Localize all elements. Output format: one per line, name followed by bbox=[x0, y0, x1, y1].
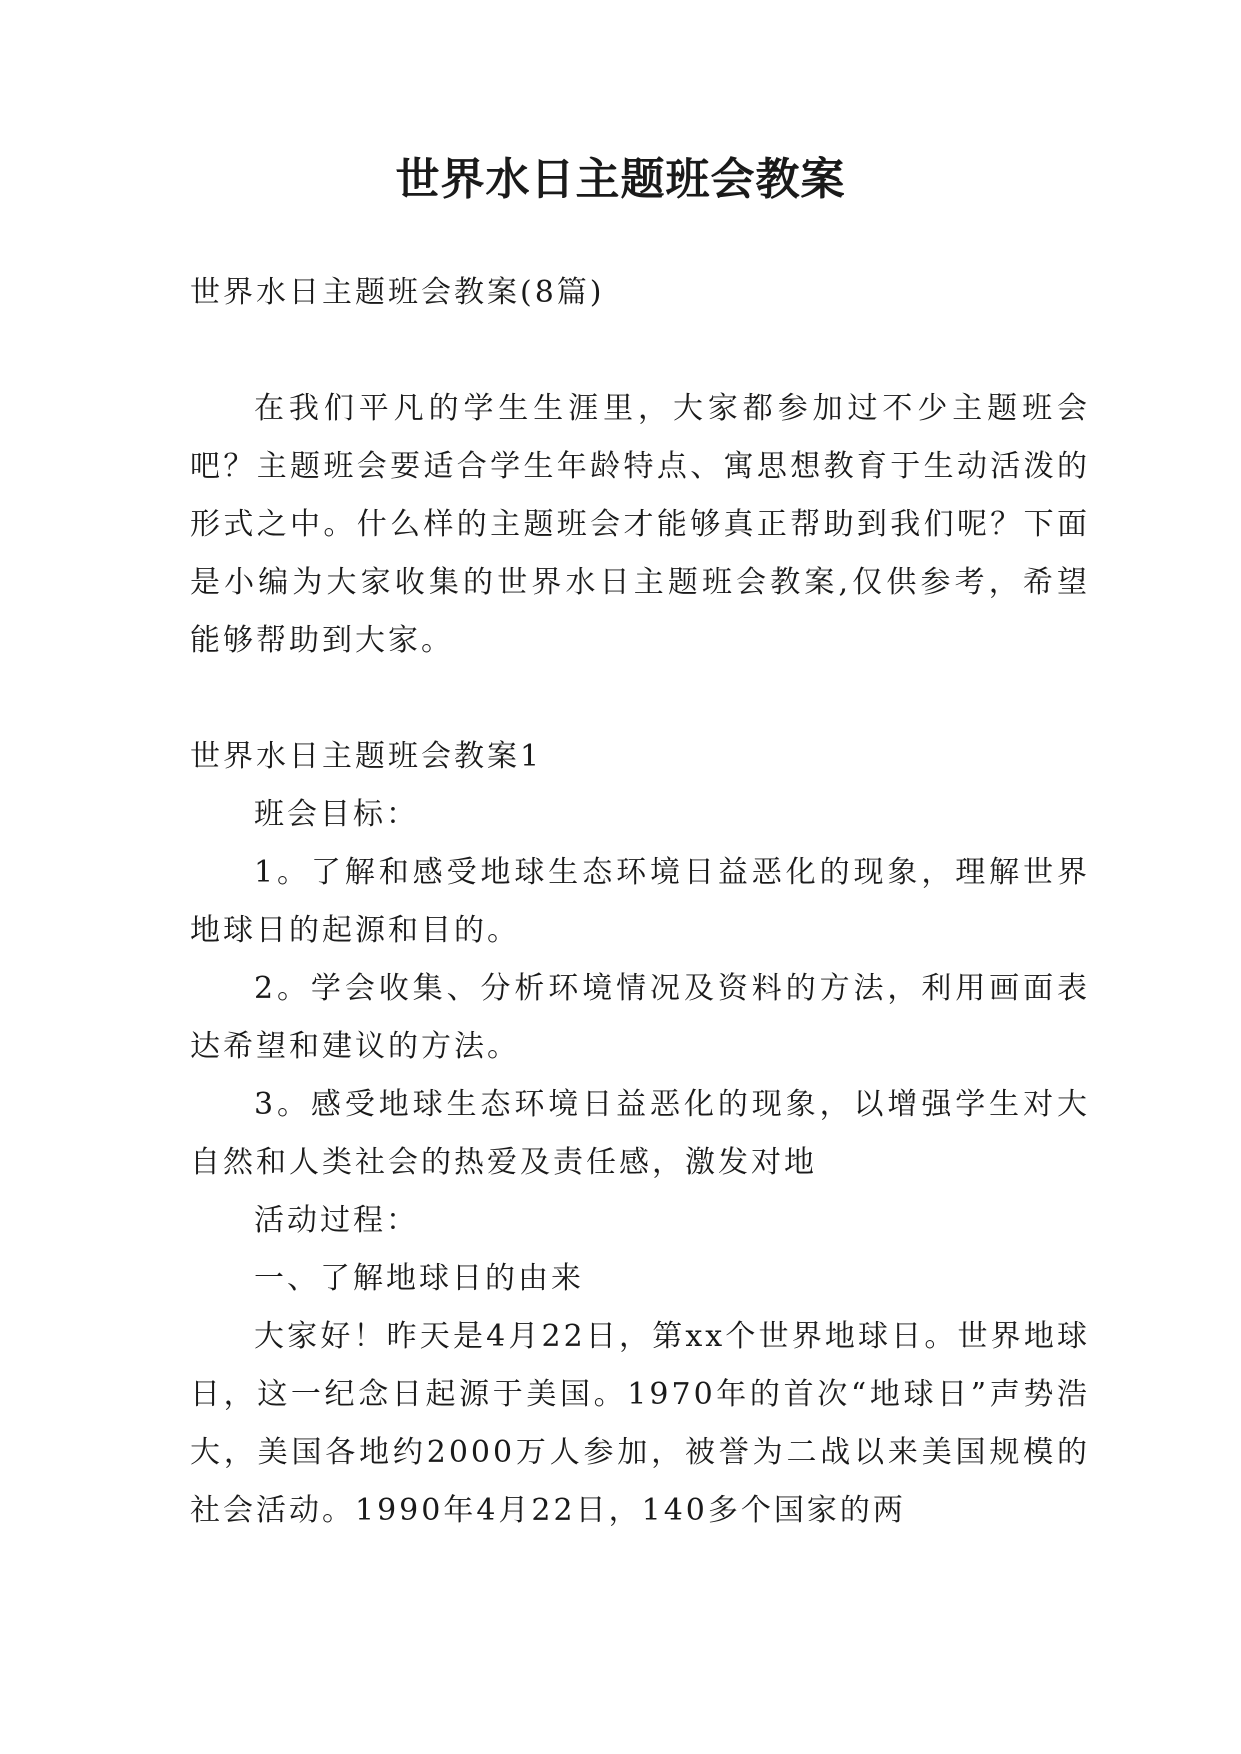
document-subtitle: 世界水日主题班会教案(8篇) bbox=[190, 275, 605, 310]
goal-item-3: 3。感受地球生态环境日益恶化的现象，以增强学生对大自然和人类社会的热爱及责任感，激发对地 bbox=[190, 1087, 1090, 1180]
goal-item-1: 1。了解和感受地球生态环境日益恶化的现象，理解世界地球日的起源和目的。 bbox=[190, 855, 1090, 948]
process-label: 活动过程： bbox=[254, 1203, 419, 1238]
intro-paragraph: 在我们平凡的学生生涯里，大家都参加过不少主题班会吧？主题班会要适合学生年龄特点、寓思想教育于生动活泼的形式之中。什么样的主题班会才能够真正帮助到我们呢？下面是小编为大家收集的世界水日主题班会教案,仅供参考，希望能够帮助到大家。 bbox=[190, 391, 1090, 658]
document-body bbox=[190, 264, 1090, 1540]
document-title: 世界水日主题班会教案 bbox=[395, 154, 846, 205]
goal-item-2: 2。学会收集、分析环境情况及资料的方法，利用画面表达希望和建议的方法。 bbox=[190, 971, 1090, 1064]
section-heading: 世界水日主题班会教案1 bbox=[190, 739, 543, 774]
goals-label: 班会目标： bbox=[254, 797, 419, 832]
step-paragraph-1: 大家好！昨天是4月22日，第xx个世界地球日。世界地球日，这一纪念日起源于美国。1970年的首次“地球日”声势浩大，美国各地约2000万人参加，被誉为二战以来美国规模的社会活动。1990年4月22日，140多个国家的两 bbox=[190, 1319, 1090, 1528]
step-heading-1: 一、了解地球日的由来 bbox=[254, 1261, 584, 1296]
